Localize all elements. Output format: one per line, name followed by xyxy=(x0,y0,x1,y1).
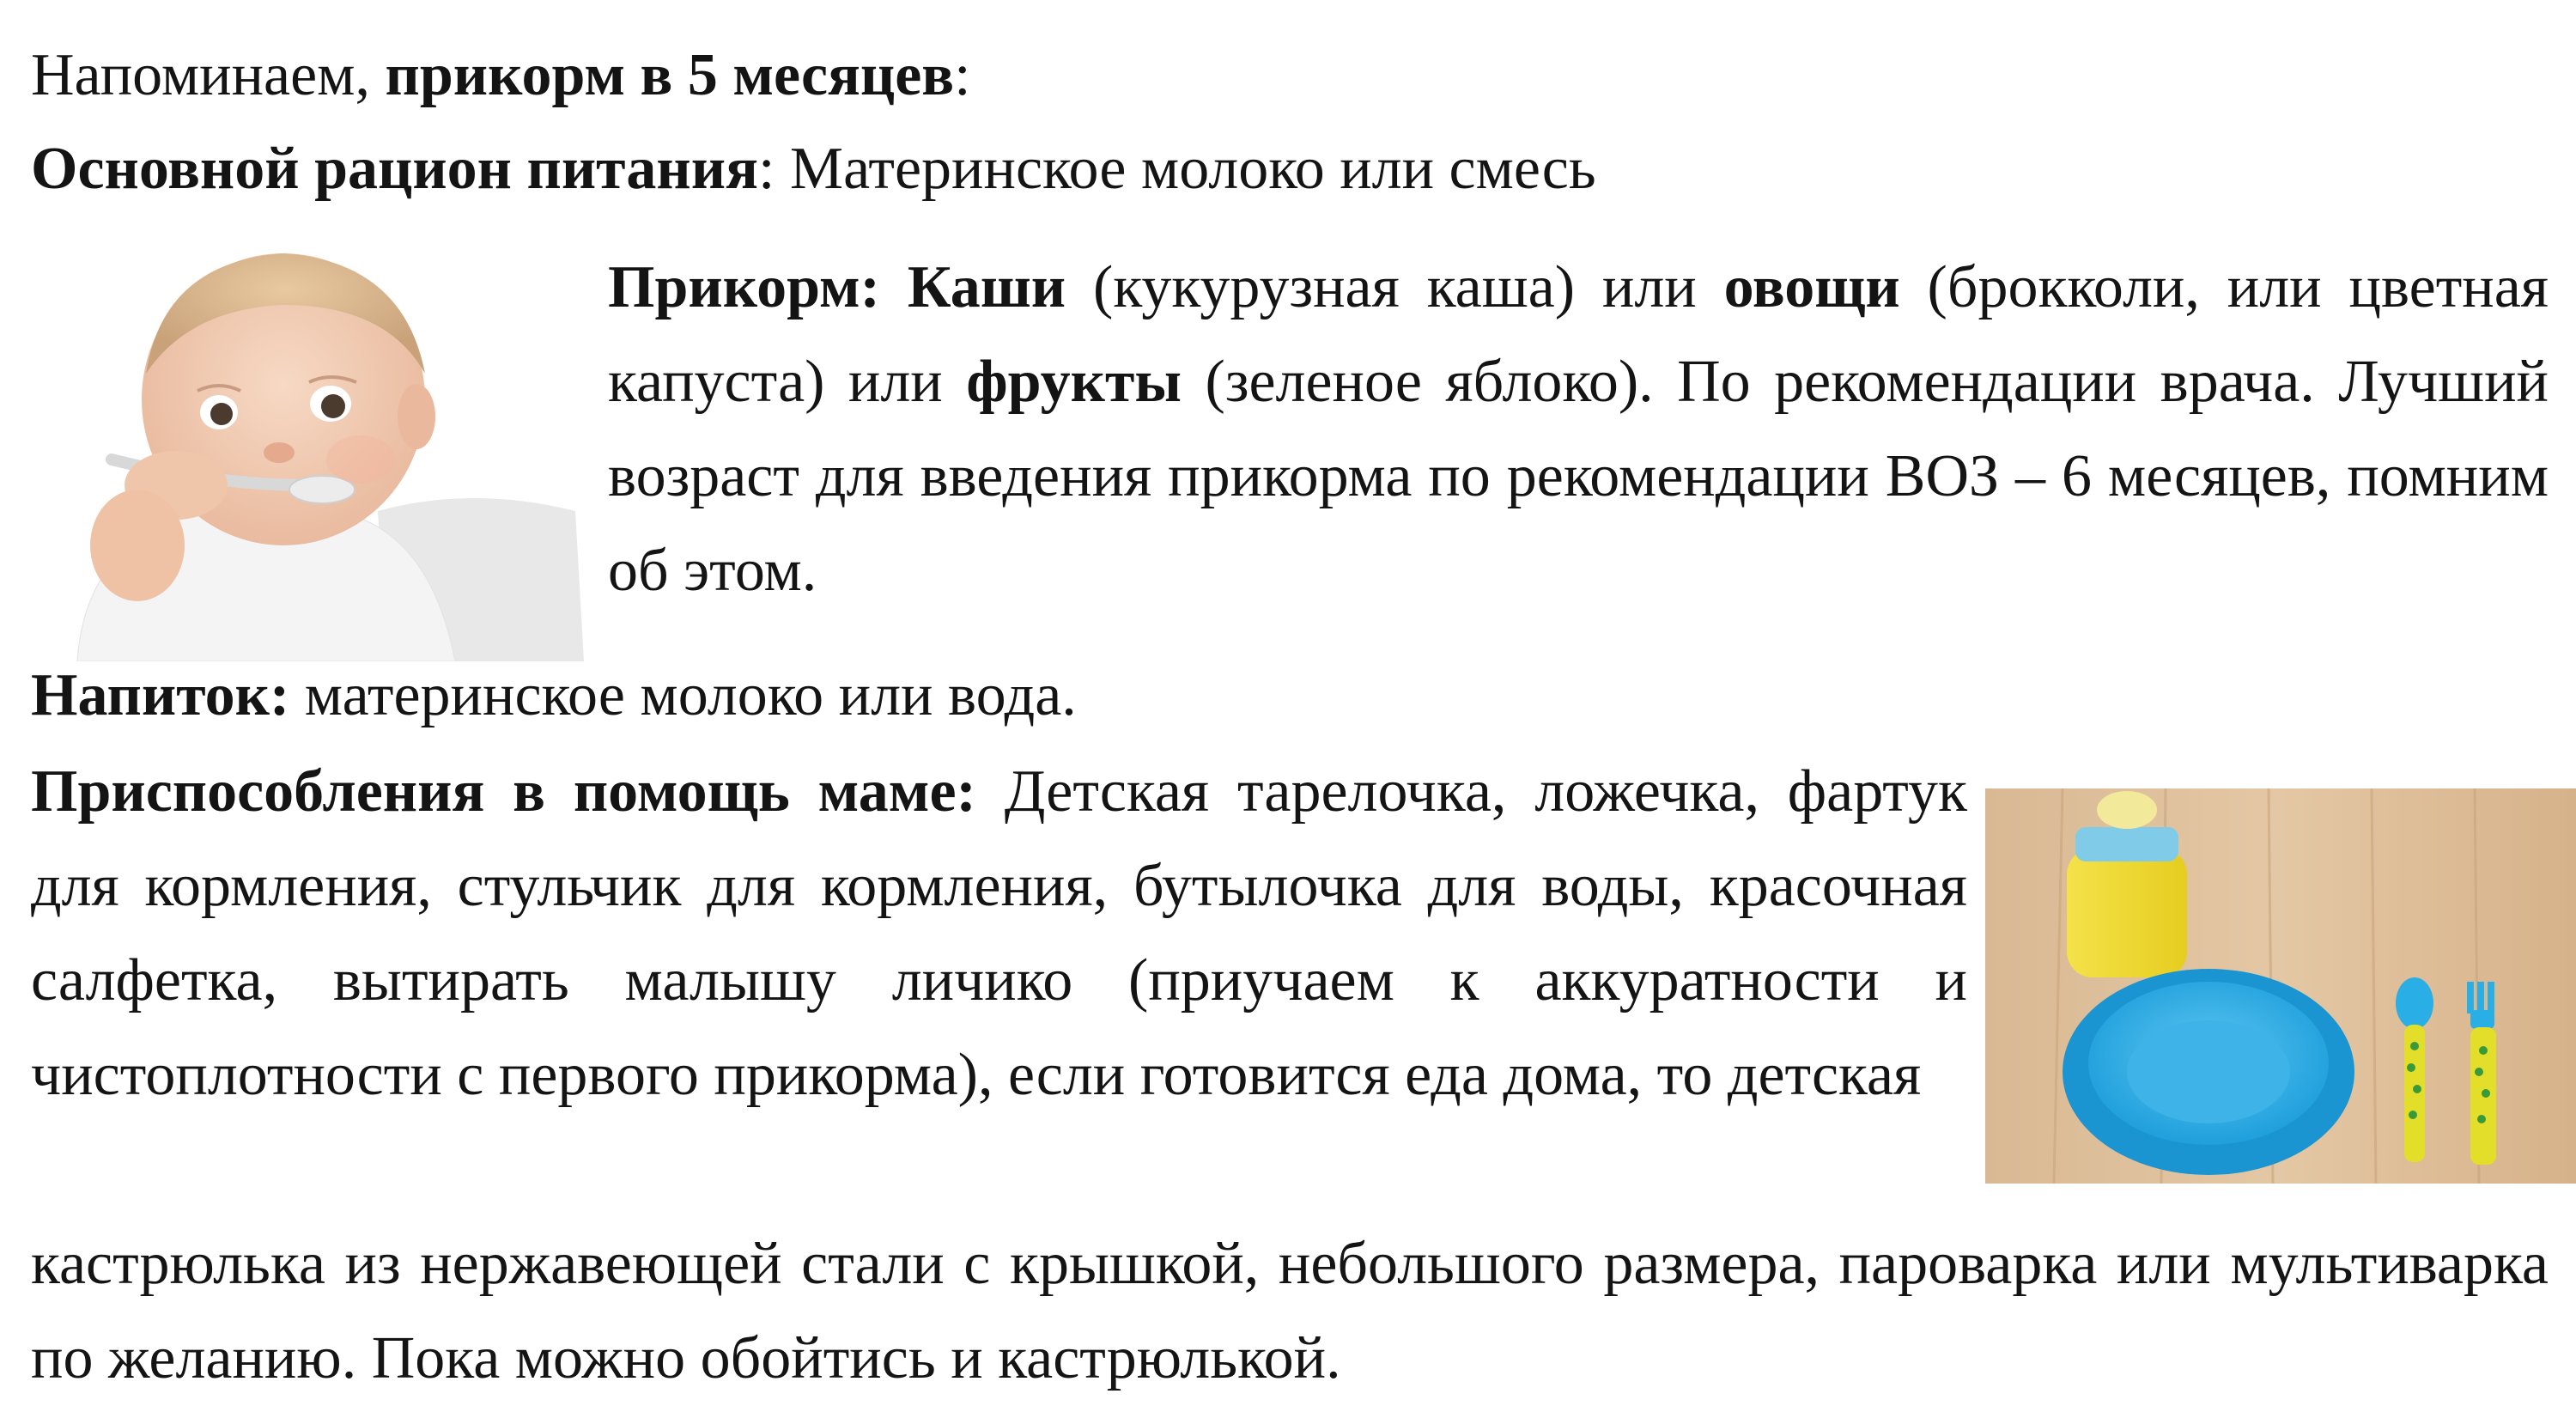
complementary-text-3: (зеленое яблоко). По рекомендации врача. Лучший возраст для введения прикорма по рекомендации ВОЗ – 6 месяцев, помним об этом. xyxy=(608,349,2549,604)
intro-tail: : xyxy=(954,42,971,108)
drink-text: материнское молоко или вода. xyxy=(289,662,1077,728)
intro-bold: прикорм в 5 месяцев xyxy=(385,42,955,108)
dishes-image xyxy=(1985,788,2576,1184)
tools-paragraph-continued xyxy=(31,1217,2549,1406)
complementary-text-2: (брокколи, или цветная капуста) или xyxy=(608,254,2549,415)
intro-line xyxy=(31,28,971,123)
tools-text: Детская тарелочка, ложечка, фартук для кормления, стульчик для кормления, бутылочка для воды, красочная салфетка, вытирать малышу личико (приучаем к аккуратности и чистоплотности с первого прикорма), если готовится еда дома, то детская xyxy=(31,758,1967,1108)
baby-photo xyxy=(26,228,584,661)
diet-text: : Материнское молоко или смесь xyxy=(757,136,1596,202)
diet-line xyxy=(31,122,1596,216)
drink-label: Напиток: xyxy=(31,662,290,728)
tools-tail-text: кастрюлька из нержавеющей стали с крышкой, небольшого размера, пароварка или мультиварка по желанию. Пока можно обойтись и кастрюлькой. xyxy=(31,1231,2549,1391)
vegetables-label: овощи xyxy=(1723,254,1900,320)
diet-label: Основной рацион питания xyxy=(31,136,758,202)
complementary-label: Прикорм: Каши xyxy=(608,254,1066,320)
complementary-text-1: (кукурузная каша) или xyxy=(1066,254,1724,320)
dishes-photo xyxy=(1985,788,2576,1184)
complementary-paragraph xyxy=(608,240,2549,618)
intro-lead: Напоминаем, xyxy=(31,42,386,108)
fruits-label: фрукты xyxy=(966,349,1182,415)
tools-paragraph xyxy=(31,745,1967,1123)
tools-label: Приспособления в помощь маме: xyxy=(31,758,976,825)
drink-line xyxy=(31,648,1077,743)
baby-image xyxy=(26,228,584,661)
